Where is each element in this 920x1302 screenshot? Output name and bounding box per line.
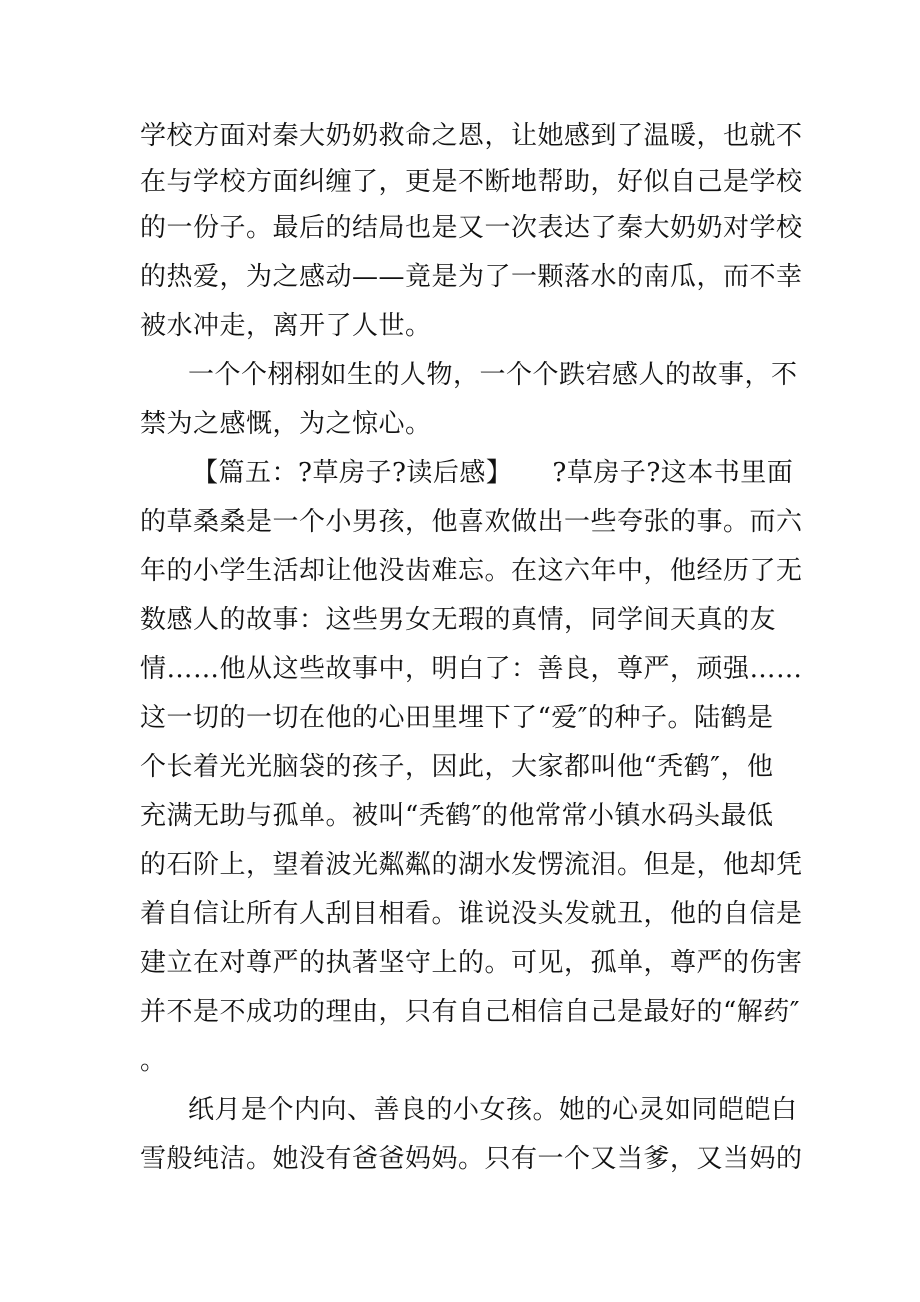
text-line: 年的小学生活却让他没齿难忘。在这六年中，他经历了无 bbox=[140, 556, 803, 586]
text-line: 雪般纯洁。她没有爸爸妈妈。只有一个又当爹，又当妈的 bbox=[140, 1144, 803, 1174]
text-line: 的一份子。最后的结局也是又一次表达了秦大奶奶对学校 bbox=[140, 213, 803, 243]
text-line: 数感人的故事：这些男女无瑕的真情，同学间天真的友 bbox=[140, 605, 777, 635]
text-line: 学校方面对秦大奶奶救命之恩，让她感到了温暖，也就不 bbox=[140, 121, 803, 151]
text-line: 个长着光光脑袋的孩子，因此，大家都叫他“秃鹤″，他 bbox=[140, 752, 774, 782]
text-line: 一个个栩栩如生的人物，一个个跌宕感人的故事，不 bbox=[188, 360, 798, 390]
text-line: 的草桑桑是一个小男孩，他喜欢做出一些夸张的事。而六 bbox=[140, 507, 803, 537]
text-line: 。 bbox=[140, 1046, 167, 1076]
text-line: 禁为之感慨，为之惊心。 bbox=[140, 409, 432, 439]
text-line: 情……他从这些故事中，明白了：善良，尊严，顽强…… bbox=[140, 654, 803, 684]
text-line: 的石阶上，望着波光粼粼的湖水发愣流泪。但是，他却凭 bbox=[140, 850, 803, 880]
text-line: 被水冲走，离开了人世。 bbox=[140, 311, 432, 341]
text-line: 并不是不成功的理由，只有自己相信自己是最好的“解药″ bbox=[140, 997, 801, 1027]
text-line: 充满无助与孤单。被叫“秃鹤″的他常常小镇水码头最低 bbox=[140, 801, 774, 831]
section-heading-line: 【篇五：?草房子?读后感】 ?草房子?这本书里面 bbox=[192, 458, 794, 488]
text-line: 这一切的一切在他的心田里埋下了“爱″的种子。陆鹤是 bbox=[140, 703, 774, 733]
text-line: 着自信让所有人刮目相看。谁说没头发就丑，他的自信是 bbox=[140, 899, 803, 929]
text-line: 的热爱，为之感动——竟是为了一颗落水的南瓜，而不幸 bbox=[140, 262, 803, 292]
text-line: 纸月是个内向、善良的小女孩。她的心灵如同皑皑白 bbox=[188, 1095, 798, 1125]
text-line: 建立在对尊严的执著坚守上的。可见，孤单，尊严的伤害 bbox=[140, 948, 803, 978]
text-line: 在与学校方面纠缠了，更是不断地帮助，好似自己是学校 bbox=[140, 167, 803, 197]
